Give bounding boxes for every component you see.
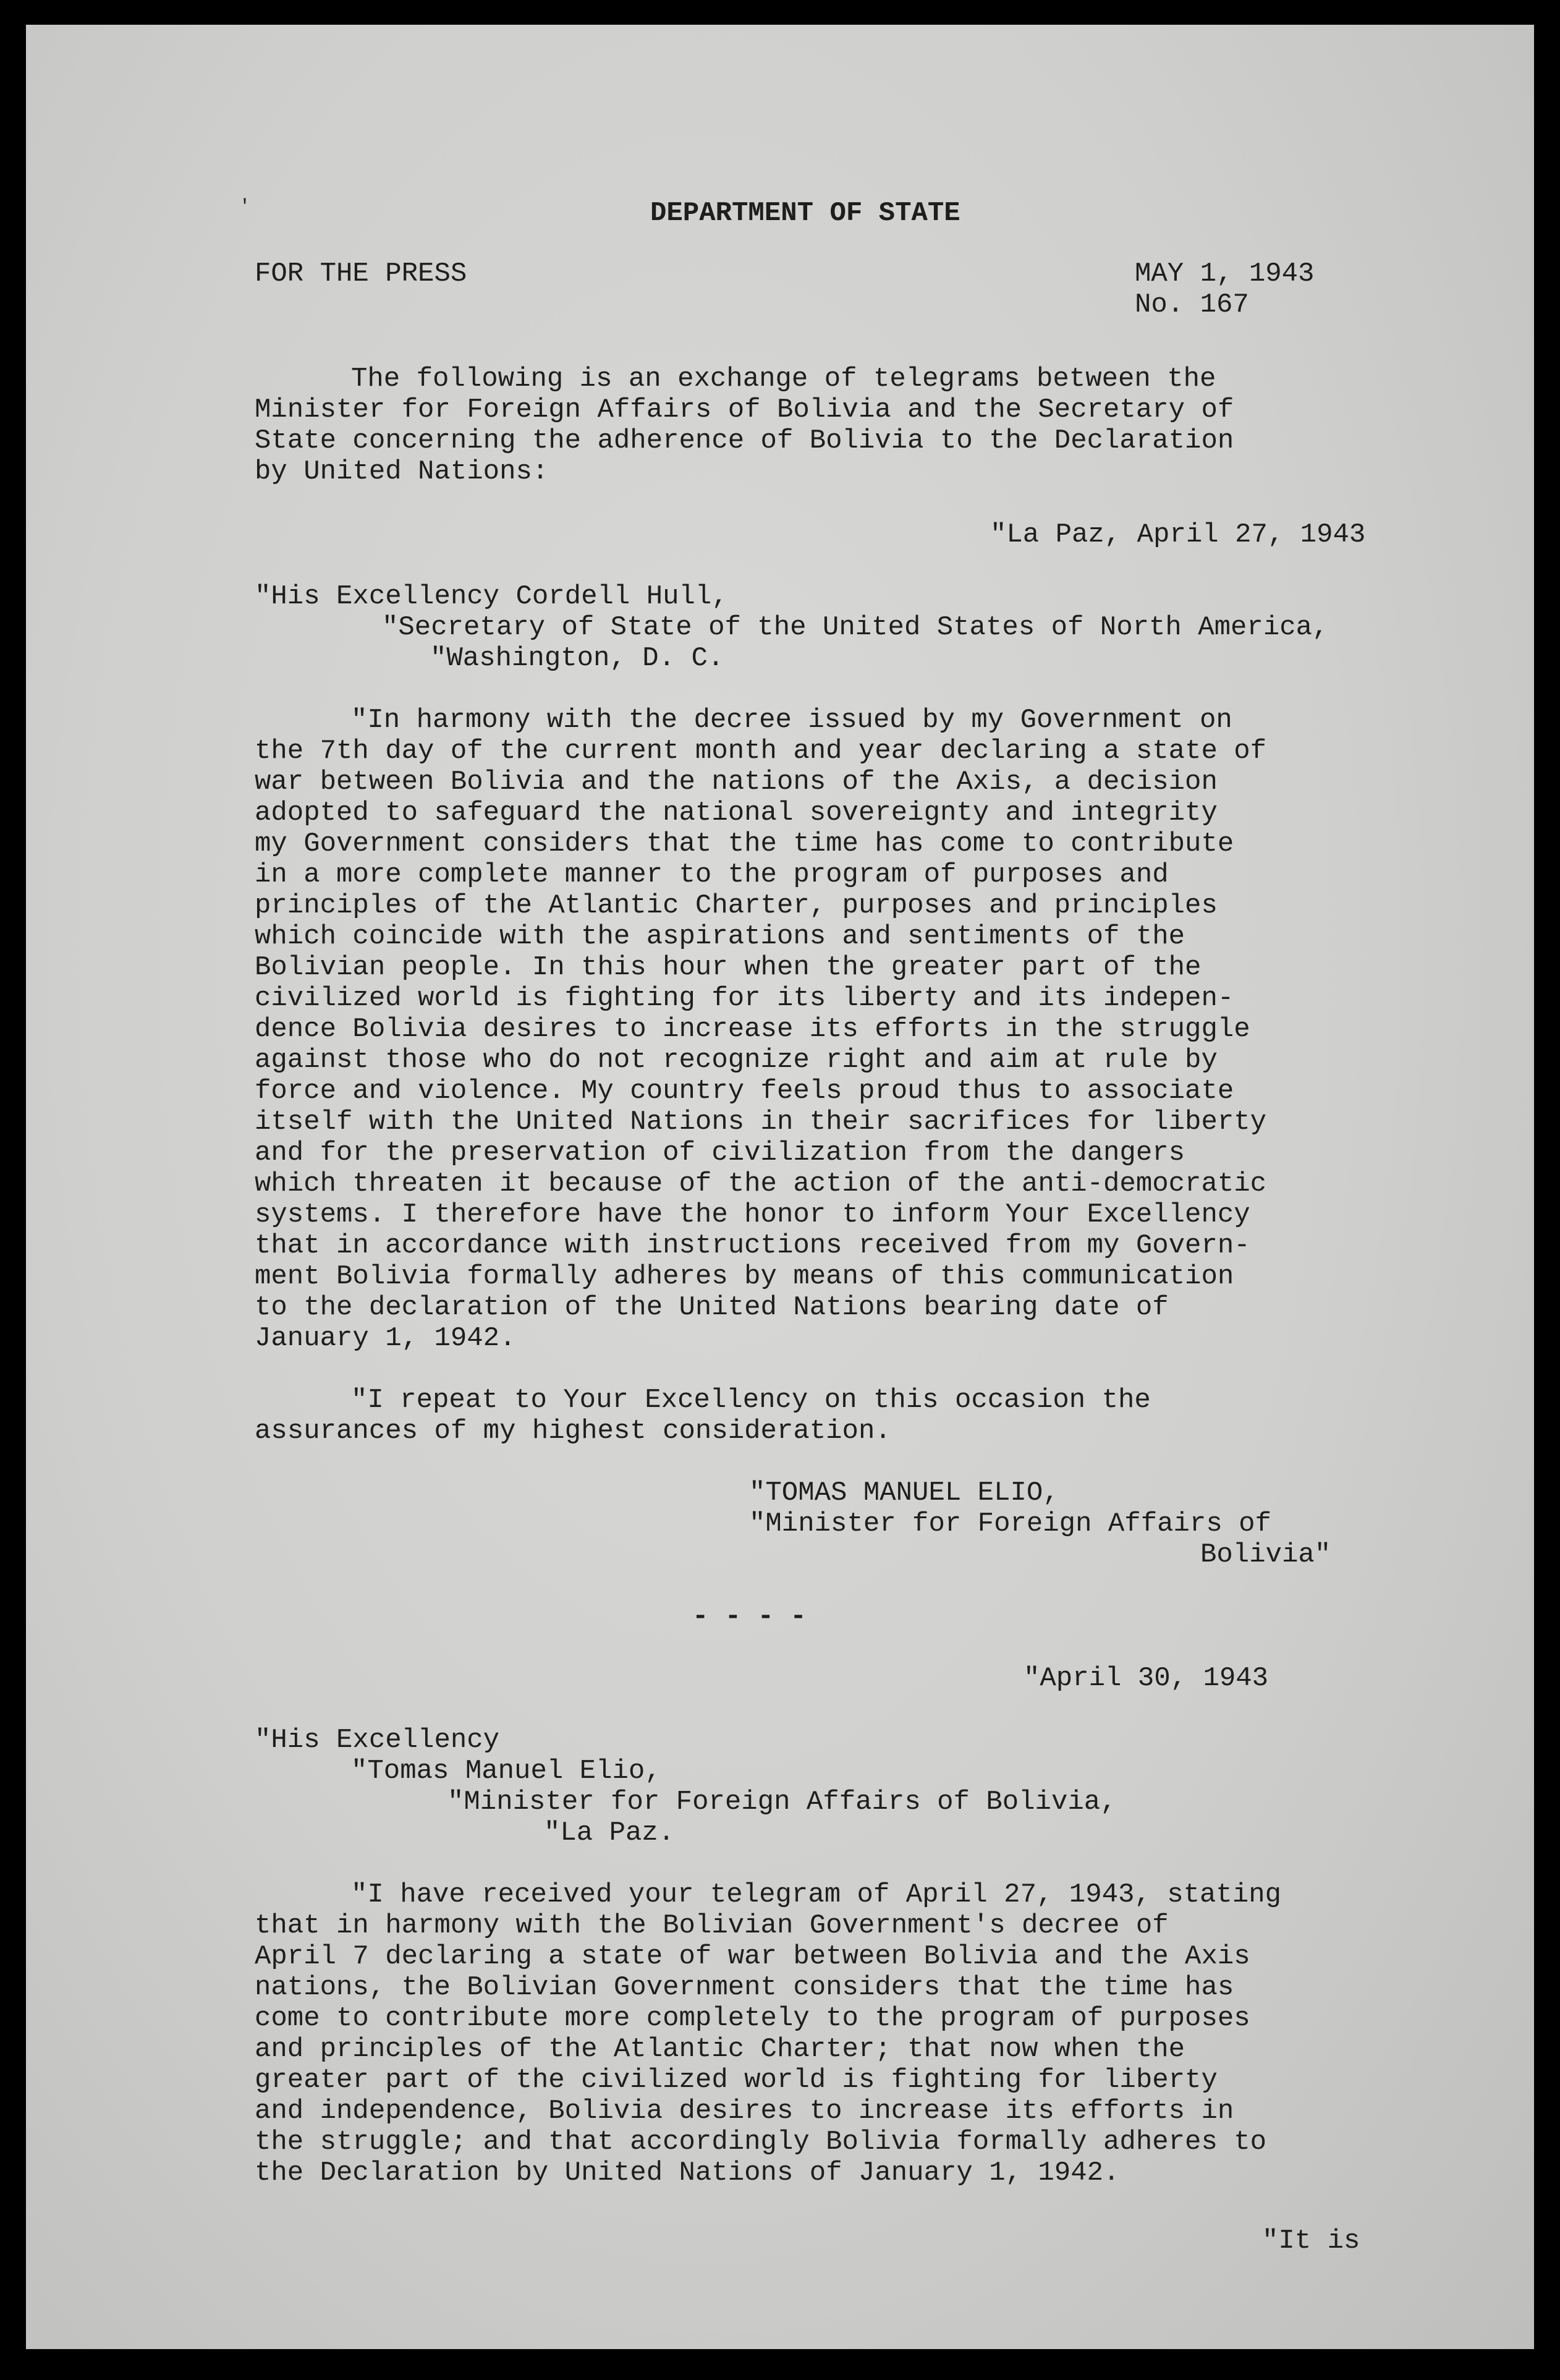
release-date: MAY 1, 1943 (1135, 258, 1315, 289)
telegram2-body-line: the Declaration by United Nations of January 1, 1942. (255, 2157, 1120, 2188)
telegram2-address-line: "Minister for Foreign Affairs of Bolivia, (447, 1787, 1117, 1817)
telegram1-body-line: in a more complete manner to the program of purposes and (255, 859, 1169, 890)
telegram1-body-line: itself with the United Nations in their sacrifices for liberty (255, 1107, 1267, 1137)
telegram2-body-line: "I have received your telegram of April 27, 1943, stating (351, 1879, 1282, 1910)
telegram1-body-line: Bolivian people. In this hour when the greater part of the (255, 952, 1202, 983)
telegram2-body-line: and independence, Bolivia desires to increase its efforts in (255, 2096, 1234, 2127)
telegram2-body-line: that in harmony with the Bolivian Government's decree of (255, 1910, 1169, 1941)
department-heading: DEPARTMENT OF STATE (650, 198, 960, 229)
telegram1-address-line: "His Excellency Cordell Hull, (255, 581, 728, 612)
telegram2-dateline: "April 30, 1943 (1024, 1663, 1269, 1694)
telegram1-body-line: war between Bolivia and the nations of the Axis, a decision (255, 767, 1218, 797)
intro-line: Minister for Foreign Affairs of Bolivia and the Secretary of (255, 394, 1234, 425)
release-label: FOR THE PRESS (255, 258, 467, 289)
telegram1-body-line: adopted to safeguard the national sovereignty and integrity (255, 797, 1218, 828)
telegram1-signature-line: Bolivia" (1200, 1539, 1331, 1570)
telegram1-body-line: January 1, 1942. (255, 1323, 516, 1354)
telegram1-body-line: civilized world is fighting for its liberty and its indepen- (255, 983, 1234, 1014)
document-page (26, 25, 1534, 2349)
telegram2-body-line: nations, the Bolivian Government considers that the time has (255, 1972, 1234, 2003)
telegram1-body-line: "In harmony with the decree issued by my Government on (351, 705, 1232, 736)
intro-line: The following is an exchange of telegrams between the (351, 363, 1216, 394)
telegram1-body-line: systems. I therefore have the honor to inform Your Excellency (255, 1199, 1250, 1230)
telegram1-body-line: force and violence. My country feels proud thus to associate (255, 1076, 1234, 1107)
telegram2-body-line: come to contribute more completely to the program of purposes (255, 2003, 1250, 2034)
telegram1-body-line: and for the preservation of civilization from the dangers (255, 1137, 1185, 1168)
telegram1-signature-line: "Minister for Foreign Affairs of (749, 1508, 1271, 1539)
telegram1-body-line: principles of the Atlantic Charter, purposes and principles (255, 890, 1218, 921)
telegram1-body-line: which threaten it because of the action of the anti-democratic (255, 1168, 1267, 1199)
stray-mark: ' (239, 197, 251, 218)
telegram2-body-line: and principles of the Atlantic Charter; that now when the (255, 2034, 1185, 2065)
telegram1-body-line: that in accordance with instructions received from my Govern- (255, 1230, 1250, 1261)
telegram1-address-line: "Secretary of State of the United States of North America, (382, 612, 1329, 643)
telegram2-address-line: "His Excellency (255, 1725, 500, 1756)
telegram1-closing-line: assurances of my highest consideration. (255, 1416, 891, 1447)
telegram2-body-line: April 7 declaring a state of war between Bolivia and the Axis (255, 1941, 1250, 1972)
telegram1-body-line: against those who do not recognize right and aim at rule by (255, 1045, 1218, 1076)
intro-line: by United Nations: (255, 456, 549, 487)
telegram1-body-line: which coincide with the aspirations and sentiments of the (255, 921, 1185, 952)
telegram2-address-line: "Tomas Manuel Elio, (351, 1756, 661, 1787)
release-number: No. 167 (1135, 289, 1249, 320)
section-separator: - - - - (692, 1601, 807, 1632)
telegram1-body-line: dence Bolivia desires to increase its efforts in the struggle (255, 1014, 1250, 1045)
telegram1-body-line: the 7th day of the current month and year declaring a state of (255, 736, 1267, 767)
telegram1-dateline: "La Paz, April 27, 1943 (990, 519, 1366, 550)
telegram1-body-line: to the declaration of the United Nations bearing date of (255, 1292, 1169, 1323)
telegram2-body-line: greater part of the civilized world is fighting for liberty (255, 2065, 1218, 2096)
telegram1-closing-line: "I repeat to Your Excellency on this occasion the (351, 1385, 1151, 1416)
telegram1-body-line: ment Bolivia formally adheres by means of this communication (255, 1261, 1234, 1292)
telegram1-signature-line: "TOMAS MANUEL ELIO, (749, 1477, 1059, 1508)
telegram1-address-line: "Washington, D. C. (430, 643, 724, 674)
page-continuation: "It is (1262, 2225, 1360, 2256)
telegram2-address-line: "La Paz. (544, 1817, 675, 1848)
telegram1-body-line: my Government considers that the time has come to contribute (255, 828, 1234, 859)
telegram2-body-line: the struggle; and that accordingly Bolivia formally adheres to (255, 2127, 1267, 2157)
intro-line: State concerning the adherence of Bolivia to the Declaration (255, 425, 1234, 456)
